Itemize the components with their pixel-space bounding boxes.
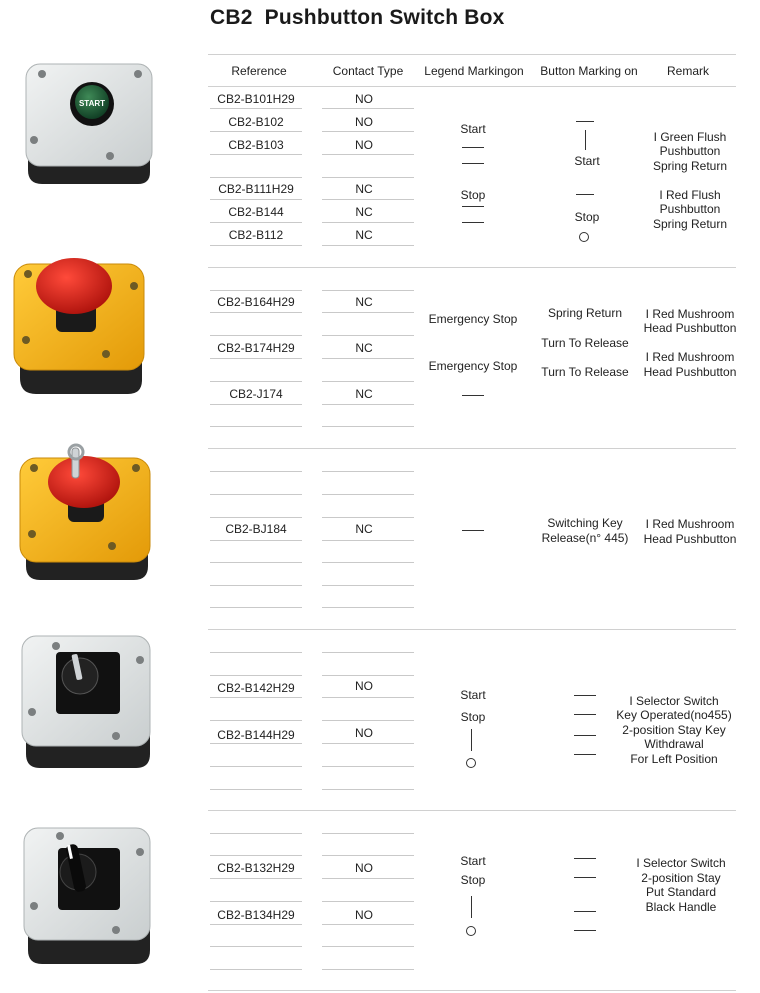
row-rule — [322, 245, 414, 246]
row-rule — [210, 969, 302, 970]
row-rule — [322, 652, 414, 653]
emergency-stop-box-image — [10, 256, 150, 398]
legend-marking: Start — [460, 854, 486, 868]
row-rule — [322, 312, 414, 313]
row-rule — [322, 969, 414, 970]
row-rule — [322, 743, 414, 744]
row-rule — [210, 358, 302, 359]
reference-cell: CB2-B134H29 — [217, 908, 295, 922]
row-rule — [322, 154, 414, 155]
row-rule — [210, 131, 302, 132]
row-rule — [322, 335, 414, 336]
row-rule — [210, 540, 302, 541]
section-divider — [208, 448, 736, 449]
row-rule — [322, 381, 414, 382]
remark-line: Pushbutton — [659, 202, 721, 216]
section-divider — [208, 810, 736, 811]
row-rule — [322, 924, 414, 925]
row-rule — [210, 426, 302, 427]
row-rule — [322, 789, 414, 790]
contact-type-cell: NO — [355, 726, 373, 740]
button-blank-line — [574, 858, 596, 859]
contact-type-cell: NC — [355, 182, 373, 196]
header-bottom-rule — [208, 86, 736, 87]
reference-cell: CB2-B144H29 — [217, 728, 295, 742]
row-rule — [322, 946, 414, 947]
row-rule — [210, 494, 302, 495]
row-rule — [322, 878, 414, 879]
legend-marking: Stop — [460, 188, 486, 202]
row-rule — [322, 675, 414, 676]
reference-cell: CB2-B174H29 — [217, 341, 295, 355]
row-rule — [210, 833, 302, 834]
row-rule — [210, 607, 302, 608]
button-marking: Switching Key — [547, 516, 623, 530]
row-rule — [322, 697, 414, 698]
legend-marking: Stop — [460, 873, 486, 887]
row-rule — [210, 108, 302, 109]
contact-type-cell: NC — [355, 205, 373, 219]
header-reference: Reference — [231, 64, 287, 78]
contact-type-cell: NC — [355, 522, 373, 536]
row-rule — [322, 131, 414, 132]
row-rule — [210, 335, 302, 336]
remark-line: 2-position Stay Key — [622, 723, 726, 737]
remark-line: Spring Return — [652, 217, 728, 231]
legend-blank-line — [462, 147, 484, 148]
button-blank-line — [576, 194, 594, 195]
button-blank-line — [576, 121, 594, 122]
button-marking: Start — [574, 154, 600, 168]
row-rule — [322, 562, 414, 563]
button-blank-line — [574, 735, 596, 736]
row-rule — [210, 245, 302, 246]
reference-cell: CB2-B164H29 — [217, 295, 295, 309]
legend-marking: Stop — [460, 710, 486, 724]
button-marking: Turn To Release — [541, 365, 629, 379]
header-button-marking: Button Marking on — [540, 64, 638, 78]
row-rule — [322, 517, 414, 518]
legend-circle-symbol — [466, 758, 476, 768]
row-rule — [210, 789, 302, 790]
row-rule — [210, 743, 302, 744]
remark-line: I Selector Switch — [629, 694, 719, 708]
legend-marking: Emergency Stop — [428, 359, 518, 373]
row-rule — [210, 517, 302, 518]
row-rule — [210, 901, 302, 902]
header-contact-type: Contact Type — [332, 64, 404, 78]
row-rule — [322, 540, 414, 541]
button-circle-symbol — [579, 232, 589, 242]
row-rule — [322, 766, 414, 767]
key-release-box-image — [18, 442, 154, 584]
row-rule — [210, 766, 302, 767]
reference-cell: CB2-B144 — [228, 205, 284, 219]
row-rule — [322, 426, 414, 427]
header-legend-marking: Legend Markingon — [424, 64, 524, 78]
remark-line: I Red Mushroom — [645, 307, 735, 321]
button-marking: Stop — [574, 210, 600, 224]
legend-circle-symbol — [466, 926, 476, 936]
row-rule — [210, 222, 302, 223]
row-rule — [322, 494, 414, 495]
row-rule — [322, 607, 414, 608]
remark-line: Head Pushbutton — [643, 365, 737, 379]
row-rule — [210, 878, 302, 879]
start-box-label: START — [78, 99, 106, 108]
remark-line: I Red Flush — [659, 188, 721, 202]
start-switch-box-image — [20, 60, 154, 188]
button-blank-line — [574, 754, 596, 755]
row-rule — [210, 177, 302, 178]
remark-line: For Left Position — [630, 752, 718, 766]
contact-type-cell: NO — [355, 679, 373, 693]
row-rule — [210, 585, 302, 586]
row-rule — [210, 471, 302, 472]
row-rule — [322, 108, 414, 109]
page-title: CB2 Pushbutton Switch Box — [210, 6, 505, 29]
row-rule — [322, 199, 414, 200]
row-rule — [210, 290, 302, 291]
button-blank-line — [574, 877, 596, 878]
contact-type-cell: NO — [355, 861, 373, 875]
row-rule — [210, 312, 302, 313]
row-rule — [210, 404, 302, 405]
row-rule — [322, 177, 414, 178]
contact-type-cell: NC — [355, 387, 373, 401]
row-rule — [210, 381, 302, 382]
reference-cell: CB2-B112 — [228, 228, 284, 242]
legend-blank-line — [462, 530, 484, 531]
remark-line: Put Standard — [645, 885, 717, 899]
legend-blank-line — [462, 206, 484, 207]
legend-bar-symbol — [471, 729, 472, 751]
remark-line: I Red Mushroom — [645, 350, 735, 364]
remark-line: Pushbutton — [659, 144, 721, 158]
reference-cell: CB2-BJ184 — [225, 522, 287, 536]
legend-bar-symbol — [471, 896, 472, 918]
header-top-rule — [208, 54, 736, 55]
section-divider — [208, 629, 736, 630]
remark-line: I Selector Switch — [636, 856, 726, 870]
row-rule — [210, 675, 302, 676]
remark-line: I Green Flush — [653, 130, 727, 144]
contact-type-cell: NO — [355, 908, 373, 922]
button-marking: Turn To Release — [541, 336, 629, 350]
remark-line: 2-position Stay — [641, 871, 721, 885]
remark-line: Key Operated(no455) — [616, 708, 732, 722]
row-rule — [322, 720, 414, 721]
legend-blank-line — [462, 163, 484, 164]
row-rule — [210, 720, 302, 721]
remark-line: Head Pushbutton — [643, 321, 737, 335]
row-rule — [322, 855, 414, 856]
contact-type-cell: NC — [355, 295, 373, 309]
row-rule — [210, 697, 302, 698]
reference-cell: CB2-B103 — [228, 138, 284, 152]
reference-cell: CB2-B132H29 — [217, 861, 295, 875]
row-rule — [322, 585, 414, 586]
row-rule — [210, 855, 302, 856]
button-blank-line — [574, 714, 596, 715]
row-rule — [210, 154, 302, 155]
reference-cell: CB2-B111H29 — [218, 182, 294, 196]
row-rule — [210, 652, 302, 653]
reference-cell: CB2-B142H29 — [217, 681, 295, 695]
remark-line: Head Pushbutton — [643, 532, 737, 546]
header-remark: Remark — [666, 64, 710, 78]
contact-type-cell: NC — [355, 228, 373, 242]
button-blank-line — [574, 911, 596, 912]
legend-blank-line — [462, 395, 484, 396]
row-rule — [210, 199, 302, 200]
button-marking: Release(n° 445) — [541, 531, 629, 545]
button-marking: Spring Return — [547, 306, 623, 320]
row-rule — [322, 901, 414, 902]
row-rule — [210, 562, 302, 563]
button-bar-symbol — [585, 130, 586, 150]
row-rule — [322, 358, 414, 359]
legend-marking: Start — [460, 688, 486, 702]
key-selector-box-image — [20, 632, 154, 772]
remark-line: I Red Mushroom — [645, 517, 735, 531]
section-divider — [208, 267, 736, 268]
row-rule — [322, 404, 414, 405]
button-blank-line — [574, 695, 596, 696]
remark-line: Withdrawal — [644, 737, 704, 751]
row-rule — [210, 946, 302, 947]
row-rule — [210, 924, 302, 925]
row-rule — [322, 222, 414, 223]
legend-blank-line — [462, 222, 484, 223]
contact-type-cell: NC — [355, 341, 373, 355]
contact-type-cell: NO — [355, 92, 373, 106]
button-blank-line — [574, 930, 596, 931]
legend-marking: Start — [460, 122, 486, 136]
selector-handle-box-image — [22, 822, 156, 968]
reference-cell: CB2-B102 — [228, 115, 284, 129]
reference-cell: CB2-B101H29 — [217, 92, 295, 106]
row-rule — [322, 833, 414, 834]
contact-type-cell: NO — [355, 115, 373, 129]
contact-type-cell: NO — [355, 138, 373, 152]
row-rule — [322, 471, 414, 472]
reference-cell: CB2-J174 — [229, 387, 283, 401]
remark-line: Spring Return — [652, 159, 728, 173]
row-rule — [322, 290, 414, 291]
legend-marking: Emergency Stop — [428, 312, 518, 326]
remark-line: Black Handle — [645, 900, 717, 914]
section-divider — [208, 990, 736, 991]
